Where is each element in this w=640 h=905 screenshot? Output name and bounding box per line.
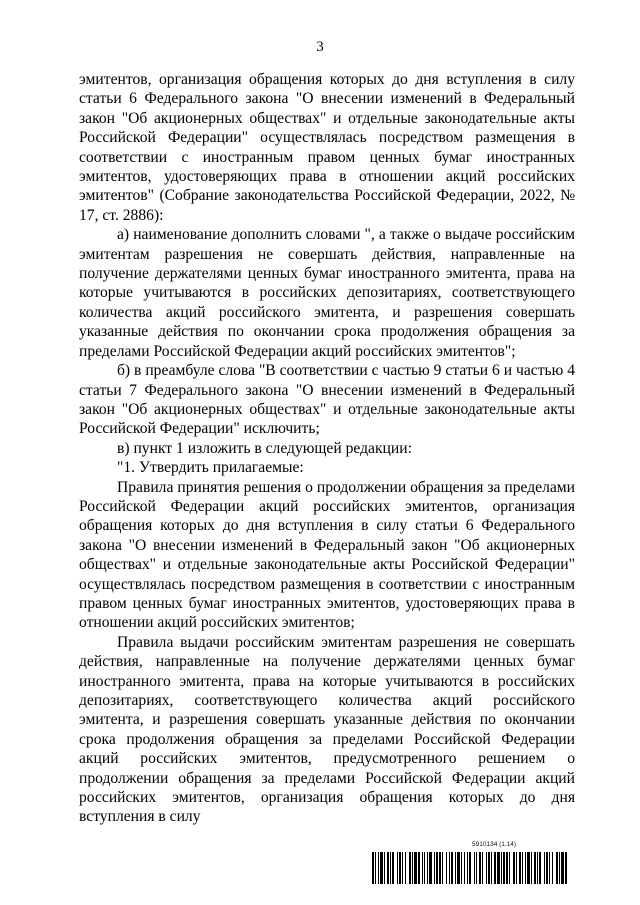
barcode-image <box>372 852 568 884</box>
paragraph-item-v: в) пункт 1 изложить в следующей редакции: <box>117 439 412 457</box>
page-number: 3 <box>316 39 324 55</box>
paragraph-rules-2: Правила выдачи российским эмитентам разрешения не совершать действия, направленные на получение держателями ценных бумаг иностранного эмитента, права на которые учитываются в российских депозитариях, соответствующего количества акций российского эмитента, и разрешения совершать указанные действия по окончании срока продолжения обращения за пределами Российской Федерации акций российских эмитентов, предусмотренного решением о продолжении обращения за пределами Российской Федерации акций российских эмитентов, организация обращения которых до дня вступления в силу <box>79 633 575 826</box>
document-code: 5910134 (1.14) <box>472 841 517 848</box>
paragraph-item-b: б) в преамбуле слова "В соответствии с частью 9 статьи 6 и частью 4 статьи 7 Федерального закона "О внесении изменений в Федеральный закон "Об акционерных обществах" и отдельные законодательные акты Российской Федерации" исключить; <box>79 362 575 438</box>
paragraph-continuation: эмитентов, организация обращения которых до дня вступления в силу статьи 6 Федерального закона "О внесении изменений в Федеральный закон "Об акционерных обществах" и отдельные законодательные акты Российской Федерации" осуществлялась посредством размещения в соответствии с иностранным правом ценных бумаг иностранных эмитентов, удостоверяющих права в отношении акций российских эмитентов" (Собрание законодательства Российской Федерации, 2022, № 17, ст. 2886): <box>79 71 575 224</box>
paragraph-item-a: а) наименование дополнить словами ", а также о выдаче российским эмитентам разрешения не совершать действия, направленные на получение держателями ценных бумаг иностранного эмитента, права на которые учитываются в российских депозитариях, соответствующего количества акций российского эмитента, и разрешения совершать указанные действия по окончании срока продолжения обращения за пределами Российской Федерации акций российских эмитентов"; <box>79 226 575 360</box>
paragraph-rules-1: Правила принятия решения о продолжении обращения за пределами Российской Федерации акций российских эмитентов, организация обращения которых до дня вступления в силу статьи 6 Федерального закона "О внесении изменений в Федеральный закон "Об акционерных обществах" и отдельные законодательные акты Российской Федерации" осуществлялась посредством размещения в соответствии с иностранным правом ценных бумаг иностранных эмитентов, удостоверяющих права в отношении акций российских эмитентов; <box>79 478 575 632</box>
paragraph-point-1: "1. Утвердить прилагаемые: <box>117 459 304 477</box>
document-body <box>79 70 575 827</box>
